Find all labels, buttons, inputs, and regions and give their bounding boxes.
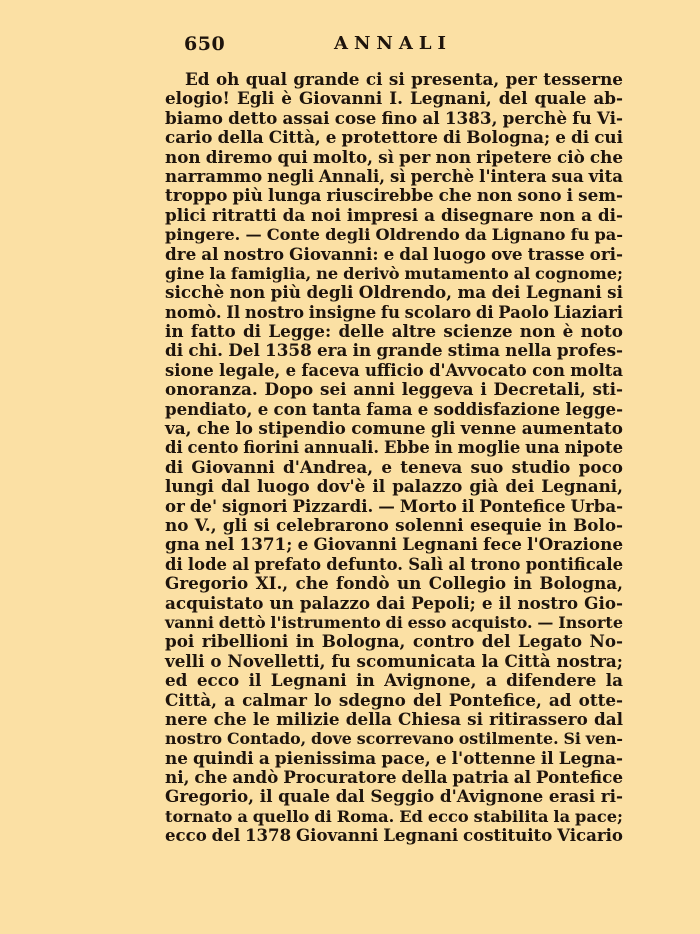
- text-line: di lode al prefato defunto. Salì al trono pontificale: [165, 554, 623, 574]
- text-line: onoranza. Dopo sei anni leggeva i Decretali, sti-: [165, 379, 623, 400]
- text-line: nere che le milizie della Chiesa si ritirassero dal: [165, 708, 623, 729]
- text-line: non diremo qui molto, sì per non ripetere ciò che: [165, 146, 623, 167]
- text-line: di chi. Del 1358 era in grande stima nella profes-: [165, 340, 623, 361]
- page-number: 650: [184, 33, 226, 55]
- text-line: gine la famiglia, ne derivò mutamento al cognome;: [165, 263, 623, 283]
- text-line: Gregorio, il quale dal Seggio d'Avignone erasi ri-: [165, 786, 623, 807]
- page-header: [0, 33, 700, 57]
- text-line: vanni dettò l'istrumento di esso acquisto. — Insorte: [165, 612, 623, 632]
- text-line: cario della Città, e protettore di Bologna; e di cui: [165, 127, 623, 148]
- text-line: plici ritratti da noi impresi a disegnare non a di-: [165, 204, 623, 225]
- text-line: sicchè non più degli Oldrendo, ma dei Legnani si: [165, 282, 623, 303]
- body-text: [165, 70, 623, 846]
- text-line: narrammo negli Annali, sì perchè l'intera sua vita: [165, 165, 623, 186]
- text-line: in fatto di Legge: delle altre scienze non è noto: [165, 321, 623, 342]
- text-line: tornato a quello di Roma. Ed ecco stabilita la pace;: [165, 806, 623, 826]
- text-line: ni, che andò Procuratore della patria al Pontefice: [165, 767, 623, 788]
- text-line: pingere. — Conte degli Oldrendo da Lignano fu pa-: [165, 225, 623, 245]
- text-line: gna nel 1371; e Giovanni Legnani fece l'Orazione: [165, 534, 623, 555]
- text-line: ed ecco il Legnani in Avignone, a difendere la: [165, 670, 623, 691]
- text-line: di Giovanni d'Andrea, e teneva suo studio poco: [165, 456, 623, 477]
- text-line: pendiato, e con tanta fama e soddisfazione legge-: [165, 398, 623, 419]
- text-line: Città, a calmar lo sdegno del Pontefice, ad otte-: [165, 689, 623, 710]
- text-line: biamo detto assai cose fino al 1383, perchè fu Vi-: [165, 107, 623, 128]
- text-line: ecco del 1378 Giovanni Legnani costituito Vicario: [165, 825, 623, 846]
- text-line: acquistato un palazzo dai Pepoli; e il nostro Gio-: [165, 592, 623, 613]
- text-line: va, che lo stipendio comune gli venne aumentato: [165, 418, 623, 439]
- text-line: di cento fiorini annuali. Ebbe in moglie una nipote: [165, 438, 623, 458]
- running-title: ANNALI: [334, 33, 452, 54]
- text-line: nostro Contado, dove scorrevano ostilmente. Si ven-: [165, 729, 623, 749]
- text-line: Gregorio XI., che fondò un Collegio in Bologna,: [165, 573, 623, 594]
- text-line: Ed oh qual grande ci si presenta, per tesserne: [185, 69, 623, 89]
- text-line: elogio! Egli è Giovanni I. Legnani, del quale ab-: [165, 88, 623, 109]
- text-line: sione legale, e faceva ufficio d'Avvocato con molta: [165, 360, 623, 380]
- text-line: ne quindi a pienissima pace, e l'ottenne il Legna-: [165, 747, 623, 768]
- text-line: troppo più lunga riuscirebbe che non sono i sem-: [165, 185, 623, 206]
- text-line: dre al nostro Giovanni: e dal luogo ove trasse ori-: [165, 243, 623, 264]
- text-line: nomò. Il nostro insigne fu scolaro di Paolo Liaziari: [165, 302, 623, 322]
- text-line: velli o Novelletti, fu scomunicata la Città nostra;: [165, 650, 623, 671]
- text-line: or de' signori Pizzardi. — Morto il Pontefice Urba-: [165, 495, 623, 516]
- text-line: poi ribellioni in Bologna, contro del Legato No-: [165, 631, 623, 652]
- text-line: lungi dal luogo dov'è il palazzo già dei Legnani,: [165, 476, 623, 497]
- text-line: no V., gli si celebrarono solenni esequie in Bolo-: [165, 514, 623, 535]
